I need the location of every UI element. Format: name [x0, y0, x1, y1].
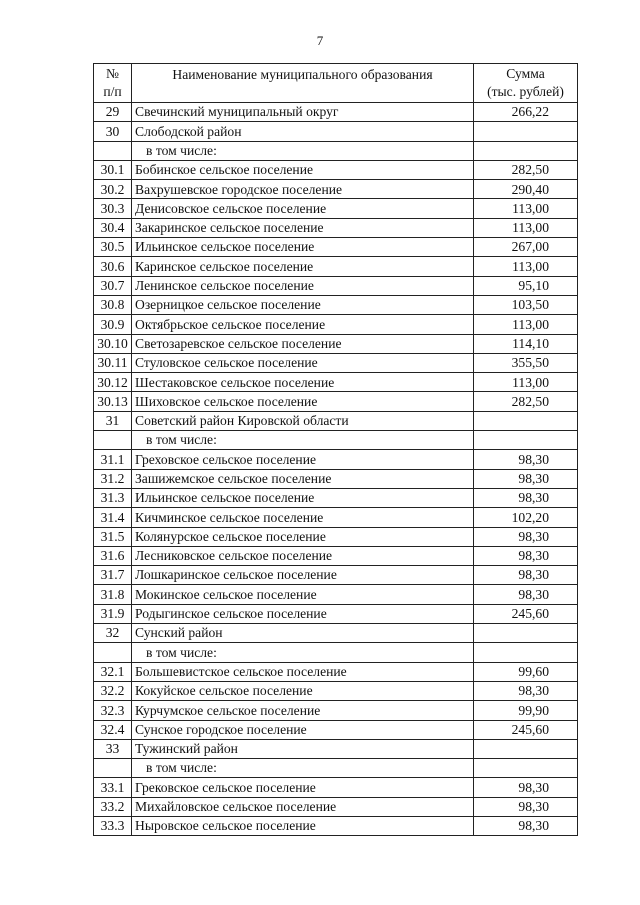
- row-name: Закаринское сельское поселение: [132, 218, 474, 237]
- row-number: 30.8: [94, 295, 132, 314]
- row-name: Сунский район: [132, 624, 474, 643]
- row-number: 30.11: [94, 353, 132, 372]
- header-sum-line2: (тыс. рублей): [487, 84, 564, 99]
- table-row: [94, 334, 578, 353]
- header-number-line1: №: [106, 66, 119, 81]
- header-number: [94, 64, 132, 103]
- row-number: 30.9: [94, 315, 132, 334]
- row-name: Шестаковское сельское поселение: [132, 373, 474, 392]
- row-number: 31.9: [94, 604, 132, 623]
- row-name: Тужинский район: [132, 739, 474, 758]
- row-number: 32.2: [94, 681, 132, 700]
- table-row: [94, 739, 578, 758]
- row-sum: 113,00: [474, 315, 578, 334]
- row-number: 32.3: [94, 701, 132, 720]
- row-name: Мокинское сельское поселение: [132, 585, 474, 604]
- table-row: [94, 218, 578, 237]
- row-number: 32.1: [94, 662, 132, 681]
- row-sum: 113,00: [474, 373, 578, 392]
- row-name: Светозаревское сельское поселение: [132, 334, 474, 353]
- row-sum: 103,50: [474, 295, 578, 314]
- row-number: [94, 431, 132, 450]
- row-name: Шиховское сельское поселение: [132, 392, 474, 411]
- row-sum: 102,20: [474, 508, 578, 527]
- row-name: в том числе:: [132, 643, 474, 662]
- row-name: Слободской район: [132, 122, 474, 141]
- row-number: 31.6: [94, 546, 132, 565]
- row-sum: 99,90: [474, 701, 578, 720]
- row-sum: [474, 122, 578, 141]
- row-sum: 99,60: [474, 662, 578, 681]
- table-row: [94, 701, 578, 720]
- row-sum: 266,22: [474, 103, 578, 122]
- row-number: 33.2: [94, 797, 132, 816]
- row-number: 30.3: [94, 199, 132, 218]
- row-sum: 98,30: [474, 778, 578, 797]
- row-name: Михайловское сельское поселение: [132, 797, 474, 816]
- row-name: Стуловское сельское поселение: [132, 353, 474, 372]
- row-sum: [474, 759, 578, 778]
- row-sum: 98,30: [474, 469, 578, 488]
- row-number: 33.3: [94, 816, 132, 835]
- table-row: [94, 431, 578, 450]
- table-row: [94, 643, 578, 662]
- row-number: 31.5: [94, 527, 132, 546]
- table-row: [94, 411, 578, 430]
- row-name: Курчумское сельское поселение: [132, 701, 474, 720]
- row-sum: 98,30: [474, 816, 578, 835]
- row-name: Колянурское сельское поселение: [132, 527, 474, 546]
- table-row: [94, 566, 578, 585]
- row-number: 30: [94, 122, 132, 141]
- row-number: 33.1: [94, 778, 132, 797]
- row-number: 31.2: [94, 469, 132, 488]
- header-number-line2: п/п: [103, 84, 122, 99]
- row-sum: [474, 624, 578, 643]
- row-number: 31.8: [94, 585, 132, 604]
- row-sum: 282,50: [474, 392, 578, 411]
- row-sum: [474, 739, 578, 758]
- row-number: 31.1: [94, 450, 132, 469]
- table-row: [94, 373, 578, 392]
- table-row: [94, 527, 578, 546]
- row-number: 30.10: [94, 334, 132, 353]
- table-row: [94, 295, 578, 314]
- header-name: Наименование муниципального образования: [132, 64, 474, 103]
- row-name: Сунское городское поселение: [132, 720, 474, 739]
- row-number: 31.7: [94, 566, 132, 585]
- row-number: 30.2: [94, 180, 132, 199]
- row-sum: 98,30: [474, 546, 578, 565]
- table-row: [94, 257, 578, 276]
- row-name: Бобинское сельское поселение: [132, 160, 474, 179]
- row-name: Большевистское сельское поселение: [132, 662, 474, 681]
- table-row: [94, 199, 578, 218]
- row-name: Родыгинское сельское поселение: [132, 604, 474, 623]
- row-name: в том числе:: [132, 431, 474, 450]
- table-header: [94, 64, 578, 103]
- row-sum: [474, 141, 578, 160]
- row-name: Кичминское сельское поселение: [132, 508, 474, 527]
- row-sum: 98,30: [474, 681, 578, 700]
- table-row: [94, 450, 578, 469]
- row-name: Свечинский муниципальный округ: [132, 103, 474, 122]
- row-name: Денисовское сельское поселение: [132, 199, 474, 218]
- table-row: [94, 488, 578, 507]
- row-sum: 290,40: [474, 180, 578, 199]
- table-row: [94, 315, 578, 334]
- table-row: [94, 353, 578, 372]
- row-name: Зашижемское сельское поселение: [132, 469, 474, 488]
- row-sum: 98,30: [474, 450, 578, 469]
- row-number: 31.4: [94, 508, 132, 527]
- row-name: в том числе:: [132, 141, 474, 160]
- table-row: [94, 797, 578, 816]
- row-name: Греховское сельское поселение: [132, 450, 474, 469]
- table-row: [94, 778, 578, 797]
- row-name: Октябрьское сельское поселение: [132, 315, 474, 334]
- page-number: 7: [316, 33, 324, 48]
- table-row: [94, 662, 578, 681]
- row-sum: 95,10: [474, 276, 578, 295]
- table-row: [94, 276, 578, 295]
- table-row: [94, 546, 578, 565]
- table-body: [94, 103, 578, 836]
- row-number: 30.4: [94, 218, 132, 237]
- row-name: Каринское сельское поселение: [132, 257, 474, 276]
- row-number: [94, 141, 132, 160]
- table-row: [94, 720, 578, 739]
- row-sum: 245,60: [474, 720, 578, 739]
- row-name: Лесниковское сельское поселение: [132, 546, 474, 565]
- table-row: [94, 681, 578, 700]
- row-number: 30.13: [94, 392, 132, 411]
- table-row: [94, 103, 578, 122]
- row-number: 30.12: [94, 373, 132, 392]
- row-name: Лошкаринское сельское поселение: [132, 566, 474, 585]
- row-sum: 98,30: [474, 527, 578, 546]
- allocation-table: [93, 63, 578, 836]
- row-name: Ныровское сельское поселение: [132, 816, 474, 835]
- header-row: [94, 64, 578, 103]
- table-row: [94, 585, 578, 604]
- row-sum: [474, 643, 578, 662]
- row-sum: 114,10: [474, 334, 578, 353]
- header-sum: [474, 64, 578, 103]
- row-name: Озерницкое сельское поселение: [132, 295, 474, 314]
- row-name: Ильинское сельское поселение: [132, 488, 474, 507]
- table-row: [94, 508, 578, 527]
- row-name: Ильинское сельское поселение: [132, 238, 474, 257]
- table-row: [94, 469, 578, 488]
- row-number: 30.5: [94, 238, 132, 257]
- row-number: 32: [94, 624, 132, 643]
- row-sum: [474, 431, 578, 450]
- row-number: 30.6: [94, 257, 132, 276]
- row-number: 31: [94, 411, 132, 430]
- row-name: Вахрушевское городское поселение: [132, 180, 474, 199]
- table-row: [94, 238, 578, 257]
- row-number: 29: [94, 103, 132, 122]
- row-sum: 355,50: [474, 353, 578, 372]
- table-row: [94, 604, 578, 623]
- row-sum: 98,30: [474, 797, 578, 816]
- table-row: [94, 759, 578, 778]
- row-number: 32.4: [94, 720, 132, 739]
- row-sum: 282,50: [474, 160, 578, 179]
- row-number: 33: [94, 739, 132, 758]
- table-row: [94, 160, 578, 179]
- row-number: 30.1: [94, 160, 132, 179]
- row-number: 30.7: [94, 276, 132, 295]
- row-sum: 245,60: [474, 604, 578, 623]
- table-row: [94, 392, 578, 411]
- row-number: [94, 643, 132, 662]
- table-row: [94, 624, 578, 643]
- row-sum: 113,00: [474, 257, 578, 276]
- header-sum-line1: Сумма: [506, 66, 545, 81]
- row-sum: [474, 411, 578, 430]
- row-name: Грековское сельское поселение: [132, 778, 474, 797]
- row-sum: 98,30: [474, 566, 578, 585]
- row-sum: 98,30: [474, 488, 578, 507]
- table-row: [94, 122, 578, 141]
- row-sum: 113,00: [474, 199, 578, 218]
- row-sum: 98,30: [474, 585, 578, 604]
- table-row: [94, 141, 578, 160]
- row-number: [94, 759, 132, 778]
- row-sum: 267,00: [474, 238, 578, 257]
- row-name: Ленинское сельское поселение: [132, 276, 474, 295]
- row-sum: 113,00: [474, 218, 578, 237]
- row-name: Советский район Кировской области: [132, 411, 474, 430]
- row-name: в том числе:: [132, 759, 474, 778]
- row-number: 31.3: [94, 488, 132, 507]
- table-row: [94, 816, 578, 835]
- table-row: [94, 180, 578, 199]
- row-name: Кокуйское сельское поселение: [132, 681, 474, 700]
